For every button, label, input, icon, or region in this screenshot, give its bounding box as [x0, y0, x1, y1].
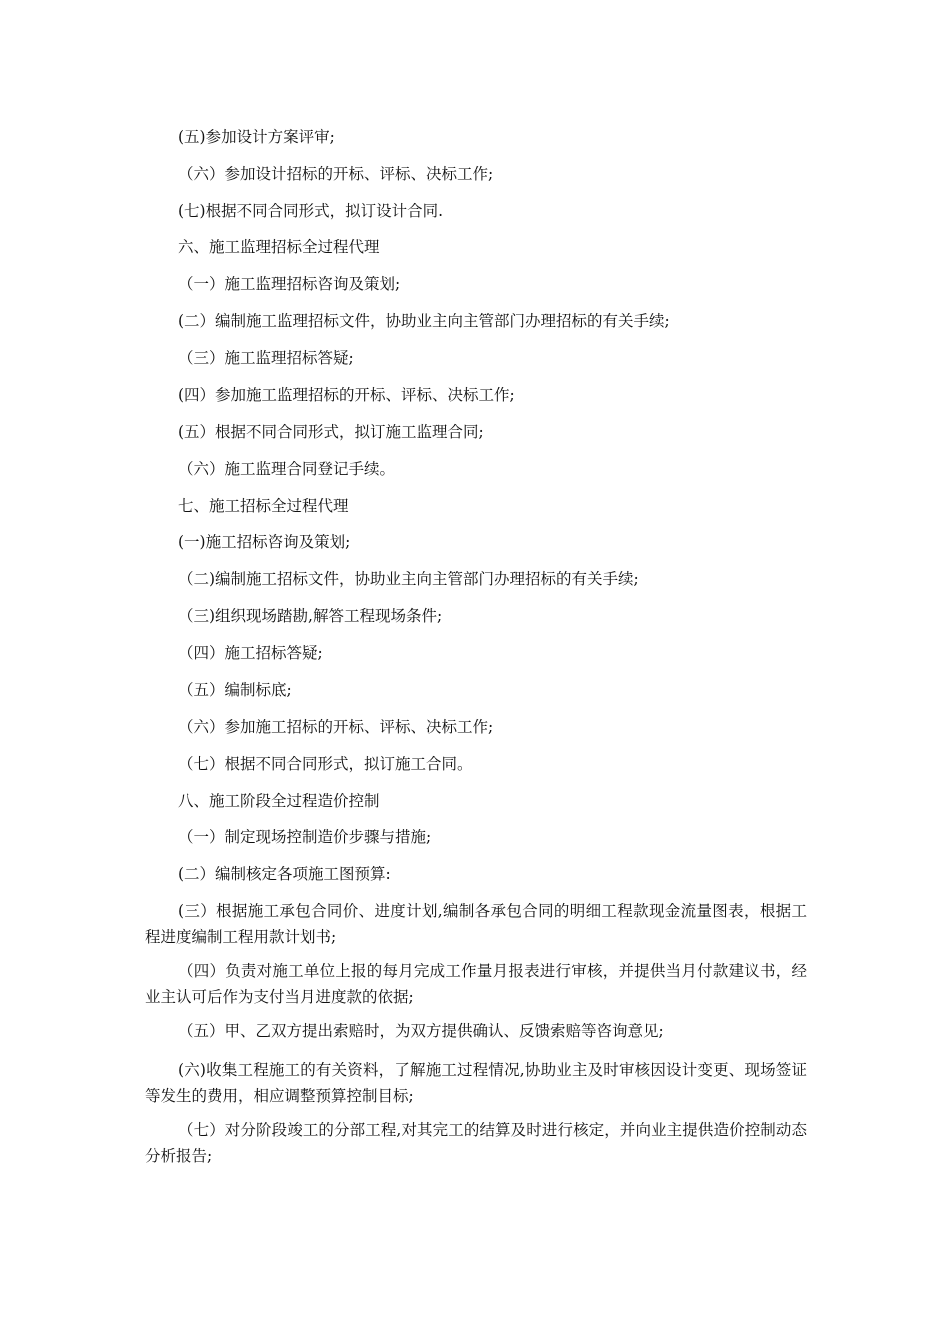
text-line: (五）根据不同合同形式，拟订施工监理合同; — [178, 423, 484, 441]
section-heading: 六、施工监理招标全过程代理 — [178, 238, 380, 256]
section-heading: 八、施工阶段全过程造价控制 — [178, 792, 380, 810]
section-heading: 七、施工招标全过程代理 — [178, 497, 349, 515]
text-line: （六）参加施工招标的开标、评标、决标工作; — [178, 718, 494, 736]
text-line: （六）施工监理合同登记手续。 — [178, 460, 396, 478]
text-line: （三）施工监理招标答疑; — [178, 349, 354, 367]
text-line: (一)施工招标咨询及策划; — [178, 533, 351, 551]
paragraph: （五）甲、乙双方提出索赔时，为双方提供确认、反馈索赔等咨询意见; — [178, 1022, 664, 1040]
text-line: (二）编制核定各项施工图预算: — [178, 865, 391, 883]
text-line: （二)编制施工招标文件，协助业主向主管部门办理招标的有关手续; — [178, 570, 639, 588]
text-line: （六）参加设计招标的开标、评标、决标工作; — [178, 165, 494, 183]
text-line: （四）施工招标答疑; — [178, 644, 323, 662]
paragraph: （四）负责对施工单位上报的每月完成工作量月报表进行审核，并提供当月付款建议书，经业主认可后作为支付当月进度款的依据; — [145, 962, 807, 1006]
text-line: （一）施工监理招标咨询及策划; — [178, 275, 401, 293]
text-line: （五）编制标底; — [178, 681, 292, 699]
text-line: (五)参加设计方案评审; — [178, 128, 335, 146]
text-line: (七)根据不同合同形式，拟订设计合同. — [178, 202, 444, 220]
paragraph: （七）对分阶段竣工的分部工程,对其完工的结算及时进行核定，并向业主提供造价控制动态分析报告; — [145, 1121, 807, 1165]
text-line: （七）根据不同合同形式，拟订施工合同。 — [178, 755, 473, 773]
paragraph: (三）根据施工承包合同价、进度计划,编制各承包合同的明细工程款现金流量图表，根据工程进度编制工程用款计划书; — [145, 902, 807, 946]
text-line: （一）制定现场控制造价步骤与措施; — [178, 828, 432, 846]
text-line: （三)组织现场踏勘,解答工程现场条件; — [178, 607, 443, 625]
paragraph: (六)收集工程施工的有关资料，了解施工过程情况,协助业主及时审核因设计变更、现场签证等发生的费用，相应调整预算控制目标; — [145, 1061, 807, 1105]
text-line: (二）编制施工监理招标文件，协助业主向主管部门办理招标的有关手续; — [178, 312, 670, 330]
text-line: (四）参加施工监理招标的开标、评标、决标工作; — [178, 386, 515, 404]
